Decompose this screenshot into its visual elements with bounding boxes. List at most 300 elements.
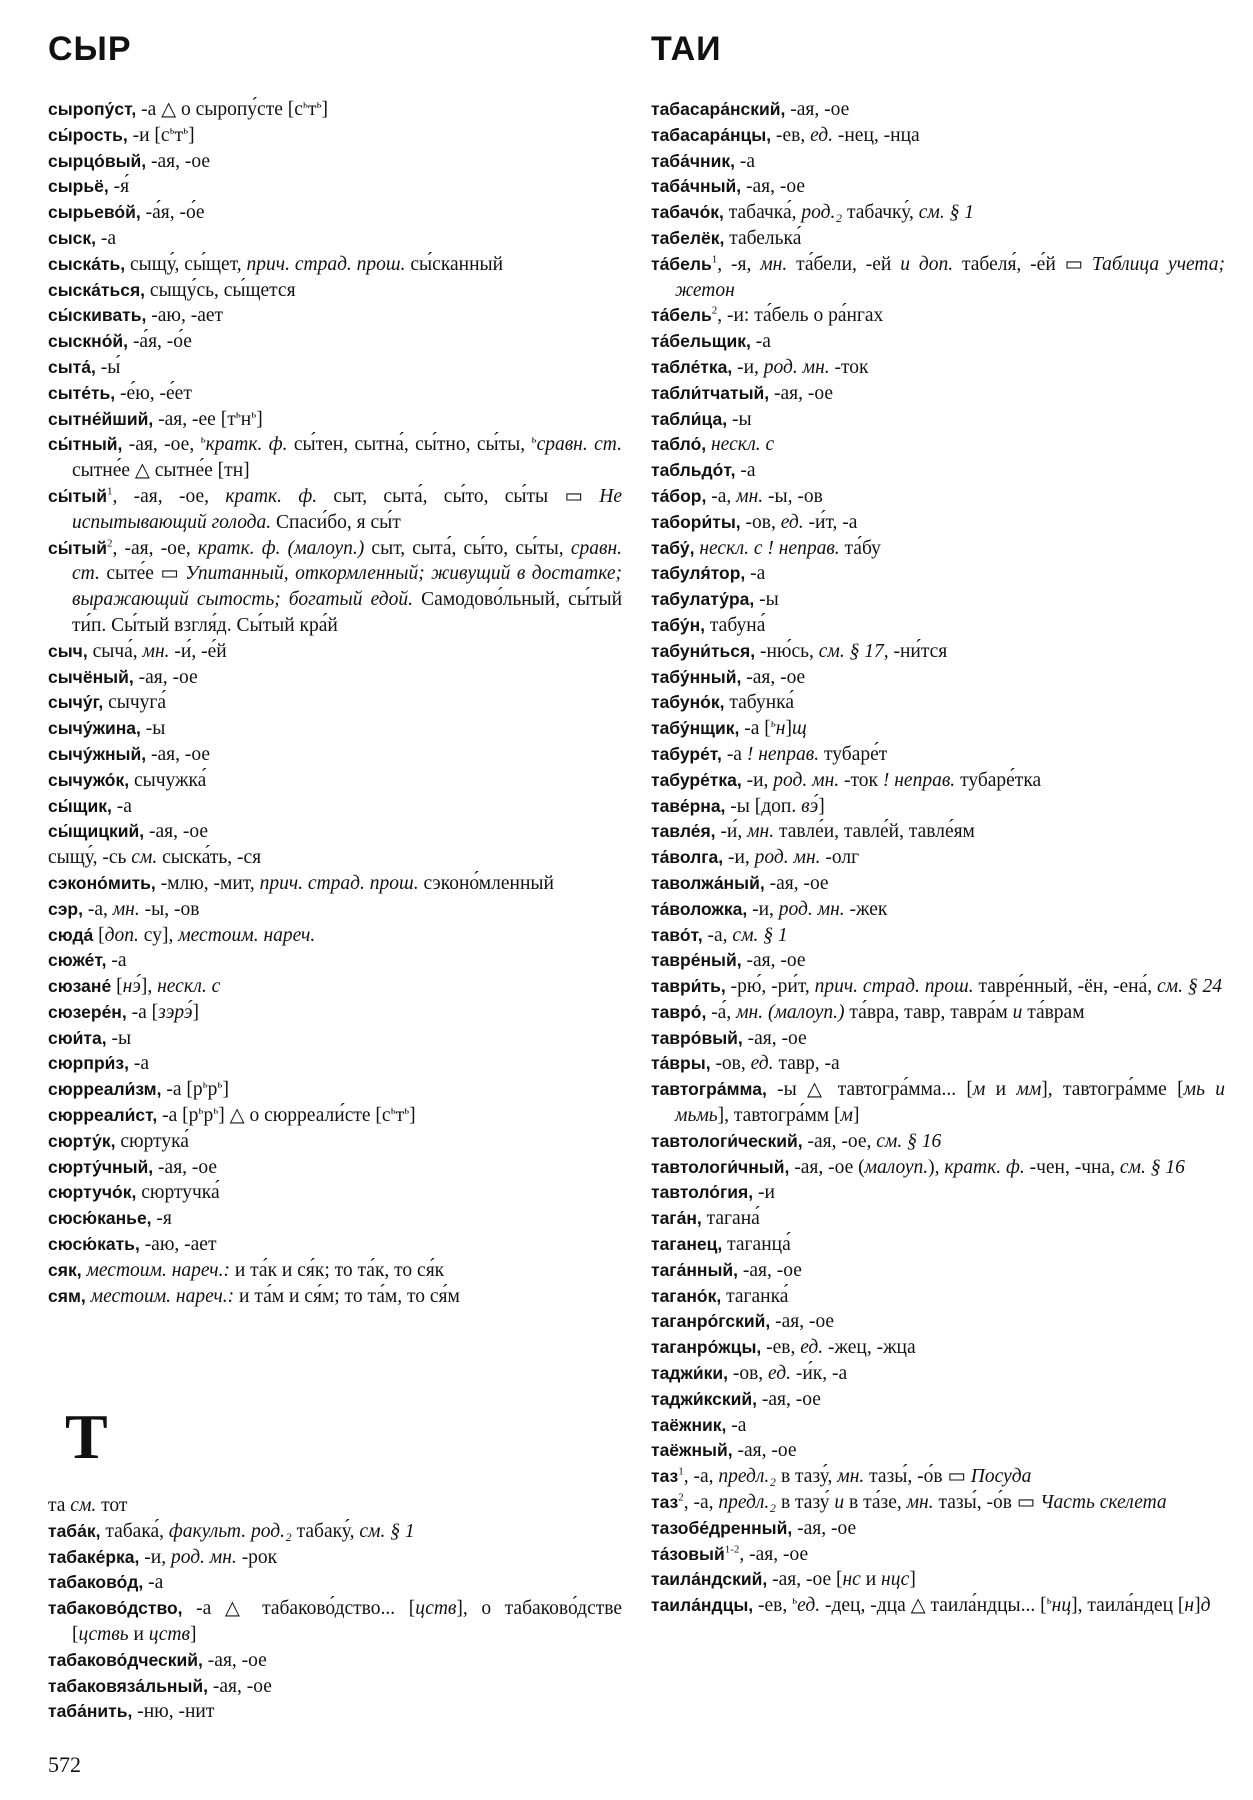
dictionary-entry xyxy=(48,1493,622,1519)
entry-text: -ая, -ое xyxy=(153,1156,218,1178)
entry-text: та́бу xyxy=(839,537,881,559)
entry-text: , -ая, -ое xyxy=(739,1543,809,1565)
entry-text: -и́, -е́й xyxy=(169,640,227,662)
headword: сы́тный, xyxy=(48,434,123,455)
dictionary-entry xyxy=(651,897,1225,923)
headword: сытне́йший, xyxy=(48,408,154,429)
headword: табачо́к, xyxy=(651,202,724,223)
entry-text: , -а, xyxy=(683,1492,719,1514)
headword: сы́скивать, xyxy=(48,305,147,326)
entry-text: Спаси́бо, я сы́т xyxy=(271,511,401,533)
dictionary-entry xyxy=(651,407,1225,433)
entry-text: сы́сканный xyxy=(405,253,504,275)
dictionary-entry xyxy=(651,1284,1225,1310)
grammar-note: см. § 24 xyxy=(1157,976,1222,998)
entry-text: -а, xyxy=(82,898,113,920)
entry-text: -ы́ xyxy=(95,356,121,378)
entry-text: и та́к и ся́к; то та́к, то ся́к xyxy=(229,1259,445,1281)
phonetic-mark: ь xyxy=(316,98,322,111)
grammar-note: вэ́ xyxy=(801,795,819,817)
entry-text: тавре́нный, -ён, -ена́, xyxy=(973,976,1158,998)
headword: та́бельщик, xyxy=(651,331,751,352)
grammar-note: цств xyxy=(148,1623,190,1645)
phonetic-mark: ь xyxy=(235,408,241,421)
dictionary-entry xyxy=(48,1596,622,1648)
entry-text: -млю, -мит, xyxy=(155,872,260,894)
dictionary-entry xyxy=(651,716,1225,742)
entry-text: -ев, xyxy=(753,1595,793,1617)
headword: табуни́ться, xyxy=(651,640,756,661)
dictionary-entry xyxy=(48,897,622,923)
grammar-note: Посуда xyxy=(970,1466,1032,1488)
dictionary-entry xyxy=(48,200,622,226)
dictionary-entry xyxy=(651,1129,1225,1155)
grammar-note: сравн. ст. xyxy=(72,537,622,585)
entry-text: табачка́, xyxy=(723,202,802,224)
headword: таила́ндский, xyxy=(651,1569,768,1590)
dictionary-entry xyxy=(48,1155,622,1181)
grammar-note: см. § 16 xyxy=(876,1130,942,1152)
grammar-note: малоуп. xyxy=(864,1156,929,1178)
phonetic-mark: ь xyxy=(251,408,257,421)
entry-text: -ая, -ое ( xyxy=(789,1156,865,1178)
grammar-note: мн. xyxy=(906,1492,934,1514)
headword: та́бель xyxy=(651,253,712,274)
grammar-note: см. xyxy=(131,847,158,869)
entry-text: ] xyxy=(852,1105,860,1127)
dictionary-entry xyxy=(48,871,622,897)
homonym-index: 1-2 xyxy=(724,1543,740,1556)
entry-text: -ы, -ов xyxy=(763,485,823,507)
entry-text: ] xyxy=(1194,1595,1201,1617)
entry-text: -а xyxy=(721,743,747,765)
entry-text: сычуга́ xyxy=(103,692,167,714)
dictionary-entry xyxy=(48,407,622,433)
grammar-note: д xyxy=(1200,1595,1211,1617)
grammar-note: род.₂ xyxy=(801,202,843,224)
headword: та́зовый xyxy=(651,1543,725,1564)
headword: сюсю́канье, xyxy=(48,1208,152,1229)
entry-text: , -ая, -ое, xyxy=(112,537,198,559)
entry-text: сыча́, xyxy=(87,640,143,662)
entry-text: сы́тен, сытна́, сы́тно, сы́ты, xyxy=(287,434,532,456)
entry-text: -ая, -ое xyxy=(133,666,198,688)
entry-text: -а xyxy=(735,460,756,482)
dictionary-entry xyxy=(48,381,622,407)
entry-text: сыте́е ▭ xyxy=(99,563,186,585)
entry-text: -ая, -ое xyxy=(146,150,211,172)
dictionary-entry xyxy=(48,742,622,768)
homonym-index: 2 xyxy=(711,304,718,317)
headword: табаке́рка, xyxy=(48,1546,140,1567)
grammar-note: Таблица учета; жетон xyxy=(675,253,1225,301)
headword: табльдо́т, xyxy=(651,460,736,481)
headword: сюрту́к, xyxy=(48,1130,116,1151)
grammar-note: местоим. нареч.: xyxy=(86,1259,230,1281)
phonetic-mark: ь xyxy=(202,1078,208,1091)
dictionary-entry xyxy=(48,974,622,1000)
grammar-note: нц xyxy=(1051,1595,1072,1617)
dictionary-entry xyxy=(48,123,622,149)
grammar-note: зэрэ́ xyxy=(158,1001,193,1023)
entry-text: -и́к, -а xyxy=(790,1363,848,1385)
entry-text: -ов, xyxy=(740,511,781,533)
entry-text: ] xyxy=(409,1105,416,1127)
entry-text: -ню́сь, xyxy=(755,640,819,662)
dictionary-entry xyxy=(651,484,1225,510)
entry-text: сыт, сыта́, сы́то, сы́ты ▭ xyxy=(317,485,600,507)
headword: сы́тый xyxy=(48,537,107,558)
entry-text: сыщу́, -сь xyxy=(48,847,132,869)
entry-text: , -я, xyxy=(717,253,761,275)
headword: сыск, xyxy=(48,227,97,248)
headword: сюзане́ xyxy=(48,976,112,997)
headword: тавтоло́гия, xyxy=(651,1182,754,1203)
dictionary-entry xyxy=(48,1000,622,1026)
entry-text: в тазу́ xyxy=(776,1492,835,1514)
entry-text: -ы xyxy=(106,1027,132,1049)
entry-text: н xyxy=(240,408,252,430)
entry-text: -ню, -нит xyxy=(132,1701,215,1723)
headword: сэконо́мить, xyxy=(48,872,156,893)
entry-text: -ая, -ое xyxy=(732,1440,797,1462)
headword: тавро́вый, xyxy=(651,1027,743,1048)
entry-text: тавр, -а xyxy=(773,1053,840,1075)
headword: сэр, xyxy=(48,898,83,919)
dictionary-entry xyxy=(48,639,622,665)
dictionary-entry xyxy=(651,1155,1225,1181)
entry-text: -а xyxy=(111,795,132,817)
entry-text: -а [р xyxy=(157,1105,199,1127)
dictionary-entry xyxy=(48,1699,622,1725)
dictionary-entry xyxy=(651,510,1225,536)
headword: тагано́к, xyxy=(651,1285,722,1306)
phonetic-mark: ь xyxy=(302,98,308,111)
grammar-note: см. xyxy=(70,1495,97,1516)
headword: сюи́та, xyxy=(48,1027,107,1048)
grammar-note: и доп. xyxy=(900,253,954,275)
headword: таёжный, xyxy=(651,1440,733,1461)
dictionary-entry xyxy=(651,613,1225,639)
grammar-note: см. § 16 xyxy=(1119,1156,1185,1178)
headword: табаково́д, xyxy=(48,1572,144,1593)
grammar-note: нцс xyxy=(881,1569,910,1591)
headword: сырьево́й, xyxy=(48,202,141,223)
headword: сюртучо́к, xyxy=(48,1182,137,1203)
dictionary-entry xyxy=(48,1180,622,1206)
headword: сыта́, xyxy=(48,356,96,377)
entry-text: -чен, -чна, xyxy=(1024,1156,1120,1178)
headword: табасара́нцы, xyxy=(651,124,772,145)
entry-text: [ xyxy=(93,924,105,946)
headword: тага́нный, xyxy=(651,1259,739,1280)
dictionary-entry xyxy=(651,432,1225,458)
dictionary-entry xyxy=(651,639,1225,665)
entry-text: -ая, -ое xyxy=(770,1311,835,1333)
headword: сяк, xyxy=(48,1259,82,1280)
dictionary-entry xyxy=(48,97,622,123)
headword: таджи́ки, xyxy=(651,1363,728,1384)
dictionary-entry xyxy=(48,329,622,355)
right-column xyxy=(651,97,1225,1619)
grammar-note: мн. xyxy=(760,253,788,275)
headword: таве́рна, xyxy=(651,795,726,816)
grammar-note: цств xyxy=(415,1598,457,1620)
dictionary-entry xyxy=(651,794,1225,820)
headword: табаково́дческий, xyxy=(48,1649,203,1670)
dictionary-entry xyxy=(651,329,1225,355)
entry-text: сытне́е △ сытне́е [т xyxy=(72,460,233,482)
grammar-note: ! неправ. xyxy=(746,743,820,765)
grammar-note: род. мн. xyxy=(754,847,821,869)
entry-text: -ая, -ое xyxy=(208,1675,272,1697)
page-number: 572 xyxy=(48,1752,81,1777)
entry-text: ] xyxy=(256,408,263,430)
entry-text: -а, xyxy=(706,485,737,507)
entry-text: табачку́, xyxy=(842,202,919,224)
grammar-note: кратк. ф. xyxy=(944,1156,1025,1178)
grammar-note: ! неправ. xyxy=(882,769,956,791)
headword: табасара́нский, xyxy=(651,99,786,119)
headword: таво́т, xyxy=(651,924,703,945)
grammar-note: прич. страд. прош. xyxy=(259,872,419,894)
entry-text: -и xyxy=(753,1182,775,1204)
grammar-note: и xyxy=(834,1492,845,1514)
left-column xyxy=(48,97,622,1309)
entry-text: -а xyxy=(143,1572,164,1594)
headword: сюсю́кать, xyxy=(48,1234,140,1255)
entry-text: -нец, -нца xyxy=(833,124,920,146)
headword: сюже́т, xyxy=(48,950,107,971)
grammar-note: факульт. род.₂ xyxy=(168,1520,292,1542)
grammar-note: Не испытывающий голода. xyxy=(72,485,622,533)
phonetic-mark: ь xyxy=(792,1594,798,1607)
grammar-note: нэ́ xyxy=(122,976,141,998)
running-head-left: СЫР xyxy=(48,30,132,68)
entry-text: -ая, -ое xyxy=(764,872,829,894)
entry-text: -рок xyxy=(236,1546,278,1568)
dictionary-entry xyxy=(48,432,622,484)
entry-text: -олг xyxy=(820,847,860,869)
entry-text: таганца́ xyxy=(722,1234,791,1256)
grammar-note: мн. xyxy=(837,1466,865,1488)
entry-text: табуна́ xyxy=(705,614,766,636)
headword: таба́к, xyxy=(48,1520,101,1541)
headword: таба́чный, xyxy=(651,176,742,197)
headword: табаково́дство, xyxy=(48,1598,183,1619)
headword: табли́тчатый, xyxy=(651,382,770,403)
phonetic-mark: ь xyxy=(198,1104,204,1117)
dictionary-entry xyxy=(651,1309,1225,1335)
entry-text: -ев, xyxy=(761,1337,801,1359)
grammar-note: нескл. с xyxy=(157,976,221,998)
entry-text: [ xyxy=(111,976,123,998)
grammar-note: Упитанный, откормленный; живущий в достатке; выражающий сытость; богатый едой. xyxy=(72,563,622,611)
entry-text: и xyxy=(860,1569,882,1591)
entry-text: -и, xyxy=(732,356,764,378)
dictionary-entry xyxy=(651,1051,1225,1077)
dictionary-entry xyxy=(48,948,622,974)
entry-text: , -ая, -ое, xyxy=(112,485,226,507)
entry-text: т xyxy=(307,99,317,120)
entry-text: ] xyxy=(909,1569,916,1591)
dictionary-entry xyxy=(48,690,622,716)
entry-text: ], о табаково́дстве [ xyxy=(72,1598,622,1645)
dictionary-entry xyxy=(651,1438,1225,1464)
entry-text: сыт, сыта́, сы́то, сы́ты, xyxy=(364,537,571,559)
dictionary-entry xyxy=(48,1129,622,1155)
dictionary-entry xyxy=(651,871,1225,897)
headword: сыска́ться, xyxy=(48,279,146,300)
dictionary-entry xyxy=(48,252,622,278)
entry-text: -я xyxy=(151,1208,172,1230)
entry-text: -а xyxy=(745,563,766,585)
grammar-note: н xyxy=(775,718,786,740)
grammar-note: род. мн. xyxy=(170,1546,237,1568)
headword: таз xyxy=(651,1466,679,1487)
entry-text: т xyxy=(174,124,184,146)
entry-text: -ов, xyxy=(710,1053,751,1075)
entry-text: -а, xyxy=(702,924,733,946)
grammar-note: род. мн. xyxy=(763,356,830,378)
grammar-note: н xyxy=(1184,1595,1195,1617)
dictionary-entry xyxy=(48,303,622,329)
entry-text: ), xyxy=(928,1156,945,1178)
dictionary-entry xyxy=(48,1648,622,1674)
headword: тавтологи́ческий, xyxy=(651,1130,803,1151)
entry-text: су], xyxy=(138,924,179,946)
dictionary-entry xyxy=(48,1284,622,1310)
entry-text: Самодово́льный, сы́тый ти́п. Сы́тый взгля́д. Сы́тый кра́й xyxy=(72,589,622,636)
dictionary-entry xyxy=(651,123,1225,149)
headword: сюрреали́ст, xyxy=(48,1105,158,1126)
dictionary-entry xyxy=(48,923,622,949)
headword: сюда́ xyxy=(48,924,94,945)
grammar-note: щ xyxy=(791,718,807,740)
entry-text: -и, xyxy=(139,1546,171,1568)
dictionary-entry xyxy=(651,742,1225,768)
grammar-note: кратк. ф. xyxy=(225,485,318,507)
entry-text: ] xyxy=(222,1079,229,1101)
dictionary-entry xyxy=(48,819,622,845)
dictionary-entry xyxy=(651,1180,1225,1206)
entry-text: -ы xyxy=(727,408,752,430)
grammar-note: см. § 1 xyxy=(732,924,788,946)
phonetic-mark: ь xyxy=(770,717,776,730)
entry-text: тавле́и, тавле́й, тавле́ям xyxy=(774,821,975,843)
entry-text: -а xyxy=(726,1414,747,1436)
grammar-note: местоим. нареч.: xyxy=(90,1285,235,1307)
entry-text: сюртучка́ xyxy=(136,1182,220,1204)
entry-text: и xyxy=(128,1623,149,1645)
entry-text: -ая, -ое xyxy=(769,382,834,404)
entry-text: -ы, -ов xyxy=(139,898,200,920)
headword: таганец, xyxy=(651,1234,723,1255)
entry-text: ] xyxy=(243,460,250,482)
headword: таба́чник, xyxy=(651,150,735,171)
headword: таджи́кский, xyxy=(651,1388,757,1409)
entry-text: в та́зе, xyxy=(844,1492,907,1514)
grammar-note: предл.₂ xyxy=(718,1466,777,1488)
grammar-note: мн. xyxy=(112,898,140,920)
entry-text: -ток xyxy=(829,356,869,378)
headword: табу́нщик, xyxy=(651,718,740,739)
section-letter: Т xyxy=(65,1401,108,1472)
entry-text: -а xyxy=(106,950,127,972)
dictionary-entry xyxy=(651,1490,1225,1516)
headword: таёжник, xyxy=(651,1414,727,1435)
entry-text: та́вра, тавр, тавра́м xyxy=(844,1001,1013,1023)
entry-text: -а xyxy=(750,331,771,353)
entry-text: , -и: та́бель о ра́нгах xyxy=(717,305,884,327)
dictionary-entry xyxy=(651,1413,1225,1439)
entry-text: та xyxy=(48,1495,71,1516)
headword: та́бель xyxy=(651,305,712,326)
entry-text: -ы xyxy=(754,589,779,611)
headword: табаковяза́льный, xyxy=(48,1675,209,1696)
entry-text: и та́м и ся́м; то та́м, то ся́м xyxy=(234,1285,460,1307)
headword: та́волга, xyxy=(651,847,724,868)
dictionary-entry xyxy=(651,1593,1225,1619)
headword: сычужо́к, xyxy=(48,769,130,790)
grammar-note: сравн. ст. xyxy=(536,434,622,456)
dictionary-entry xyxy=(48,536,622,639)
headword: тага́н, xyxy=(651,1208,702,1229)
phonetic-mark: ь xyxy=(183,124,189,137)
dictionary-entry xyxy=(651,97,1225,123)
entry-text: -и [с xyxy=(127,124,170,146)
dictionary-entry xyxy=(48,768,622,794)
headword: сычу́жина, xyxy=(48,718,141,739)
headword: сюрпри́з, xyxy=(48,1053,129,1074)
entry-text: -ая, -ое, xyxy=(802,1130,877,1152)
entry-text: табелька́ xyxy=(724,227,802,249)
entry-text: -ая, -ое [ xyxy=(767,1569,843,1591)
grammar-note: кратк. ф. xyxy=(205,434,288,456)
dictionary-entry xyxy=(651,458,1225,484)
entry-text: -а [р xyxy=(161,1079,203,1101)
headword: табло́, xyxy=(651,434,707,455)
headword: тазобе́дренный, xyxy=(651,1517,793,1538)
headword: та́бор, xyxy=(651,485,707,506)
dictionary-entry xyxy=(651,1335,1225,1361)
headword: сычёный, xyxy=(48,666,134,687)
entry-text: -жек xyxy=(844,898,888,920)
headword: табуре́тка, xyxy=(651,769,742,790)
dictionary-entry xyxy=(651,1387,1225,1413)
headword: сыч, xyxy=(48,640,88,661)
entry-text: в тазу́, xyxy=(776,1466,838,1488)
entry-text: -ая, -ее [т xyxy=(153,408,236,430)
grammar-note: и xyxy=(1012,1001,1023,1023)
entry-text: р xyxy=(207,1079,218,1101)
entry-text: -ы xyxy=(140,718,166,740)
grammar-note: м xyxy=(840,1105,853,1127)
entry-text: -а xyxy=(96,227,117,249)
dictionary-entry xyxy=(651,1077,1225,1129)
entry-text: -а́я, -о́е xyxy=(128,331,192,353)
entry-text: -и, xyxy=(723,847,755,869)
entry-text: -ая, -ое xyxy=(741,666,806,688)
headword: сы́рость, xyxy=(48,124,128,145)
grammar-note: нескл. с ! неправ. xyxy=(699,537,840,559)
dictionary-entry xyxy=(651,1258,1225,1284)
dictionary-entry xyxy=(48,1103,622,1129)
homonym-index: 1 xyxy=(711,253,718,266)
entry-text: -а [ xyxy=(739,718,771,740)
headword: сычу́г, xyxy=(48,692,104,713)
grammar-note: нс xyxy=(842,1569,861,1591)
